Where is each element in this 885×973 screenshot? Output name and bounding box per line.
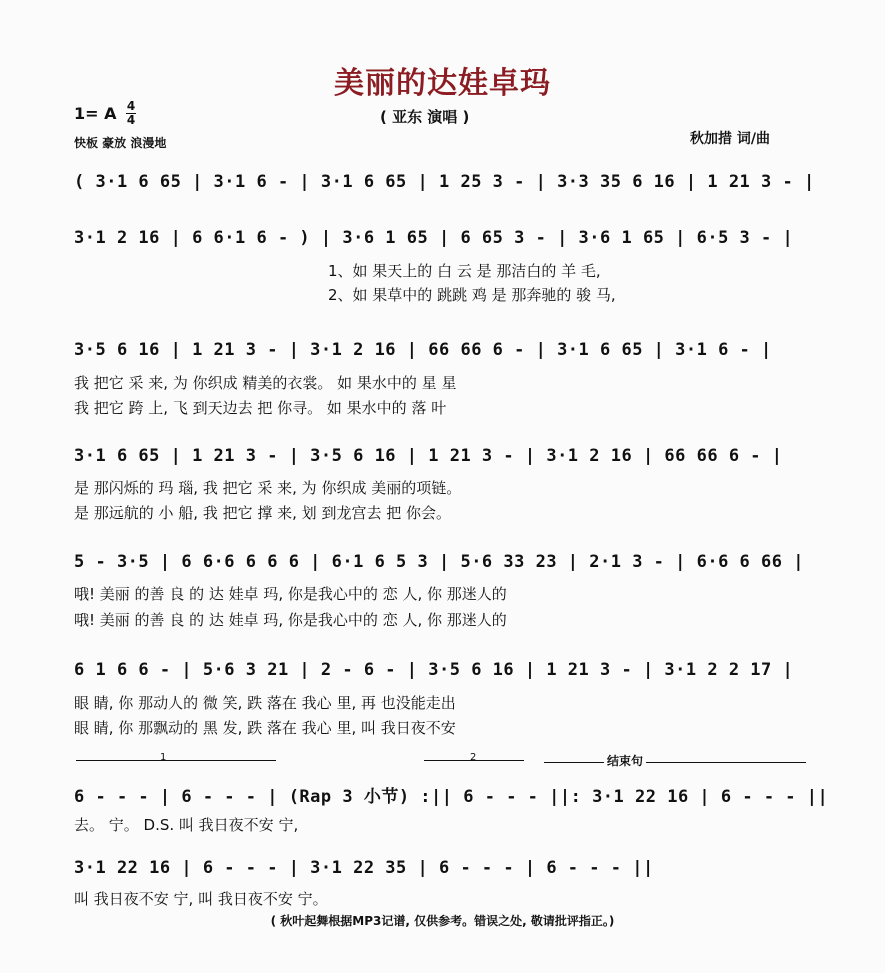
time-signature	[126, 100, 136, 127]
notation-row-1: ( 3·1 6 65 | 3·1 6 - | 3·1 6 65 | 1 25 3 - | 3·3 35 6 16 | 1 21 3 - |	[74, 172, 815, 192]
lyric-row-8: 叫 我日夜不安 宁, 叫 我日夜不安 宁。	[74, 890, 328, 908]
key-signature: 1= A	[74, 104, 117, 123]
lyric-row-5-verse-2: 哦! 美丽 的善 良 的 达 娃卓 玛, 你是我心中的 恋 人, 你 那迷人的	[74, 611, 507, 629]
notation-row-8: 3·1 22 16 | 6 - - - | 3·1 22 35 | 6 - - - | 6 - - - ||	[74, 858, 654, 878]
performer: ( 亚东 演唱 )	[380, 108, 470, 126]
notation-row-7: 6 - - - | 6 - - - | (Rap 3 小节) :|| 6 - - - ||: 3·1 22 16 | 6 - - - ||	[74, 787, 829, 807]
notation-row-4: 3·1 6 65 | 1 21 3 - | 3·5 6 16 | 1 21 3 - | 3·1 2 16 | 66 66 6 - |	[74, 446, 783, 466]
notation-row-5: 5 - 3·5 | 6 6·6 6 6 6 | 6·1 6 5 3 | 5·6 33 23 | 2·1 3 - | 6·6 6 66 |	[74, 552, 804, 572]
lyric-row-2-verse-1: 1、如 果天上的 白 云 是 那洁白的 羊 毛,	[328, 262, 601, 280]
author-credit: 秋加措 词/曲	[690, 131, 770, 147]
notation-row-2: 3·1 2 16 | 6 6·1 6 - ) | 3·6 1 65 | 6 65 3 - | 3·6 1 65 | 6·5 3 - |	[74, 228, 794, 248]
time-signature-bottom: 4	[126, 113, 136, 127]
lyric-row-4-verse-1: 是 那闪烁的 玛 瑙, 我 把它 采 来, 为 你织成 美丽的项链。	[74, 479, 462, 497]
notation-row-3: 3·5 6 16 | 1 21 3 - | 3·1 2 16 | 66 66 6 - | 3·1 6 65 | 3·1 6 - |	[74, 340, 772, 360]
lyric-row-3-verse-2: 我 把它 跨 上, 飞 到天边去 把 你寻。 如 果水中的 落 叶	[74, 399, 447, 417]
coda-bracket	[544, 762, 806, 763]
lyric-row-7: 去。 宁。 D.S. 叫 我日夜不安 宁,	[74, 816, 299, 834]
notation-row-6: 6 1 6 6 - | 5·6 3 21 | 2 - 6 - | 3·5 6 16 | 1 21 3 - | 3·1 2 2 17 |	[74, 660, 794, 680]
tempo-marking: 快板 豪放 浪漫地	[74, 136, 167, 150]
lyric-row-6-verse-1: 眼 睛, 你 那动人的 微 笑, 跌 落在 我心 里, 再 也没能走出	[74, 694, 456, 712]
ending-2-label: 2	[470, 752, 477, 763]
ending-1-bracket	[76, 760, 276, 761]
ending-1-label: 1	[160, 752, 167, 763]
coda-label: 结束句	[604, 752, 646, 769]
lyric-row-3-verse-1: 我 把它 采 来, 为 你织成 精美的衣裳。 如 果水中的 星 星	[74, 374, 457, 392]
page-title: 美丽的达娃卓玛	[334, 66, 551, 101]
time-signature-top: 4	[126, 99, 136, 113]
lyric-row-4-verse-2: 是 那远航的 小 船, 我 把它 撑 来, 划 到龙宫去 把 你会。	[74, 504, 451, 522]
transcription-note: ( 秋叶起舞根据MP3记谱, 仅供参考。错误之处, 敬请批评指正。)	[270, 914, 615, 928]
lyric-row-2-verse-2: 2、如 果草中的 跳跳 鸡 是 那奔驰的 骏 马,	[328, 286, 616, 304]
lyric-row-5-verse-1: 哦! 美丽 的善 良 的 达 娃卓 玛, 你是我心中的 恋 人, 你 那迷人的	[74, 585, 507, 603]
lyric-row-6-verse-2: 眼 睛, 你 那飘动的 黑 发, 跌 落在 我心 里, 叫 我日夜不安	[74, 719, 456, 737]
